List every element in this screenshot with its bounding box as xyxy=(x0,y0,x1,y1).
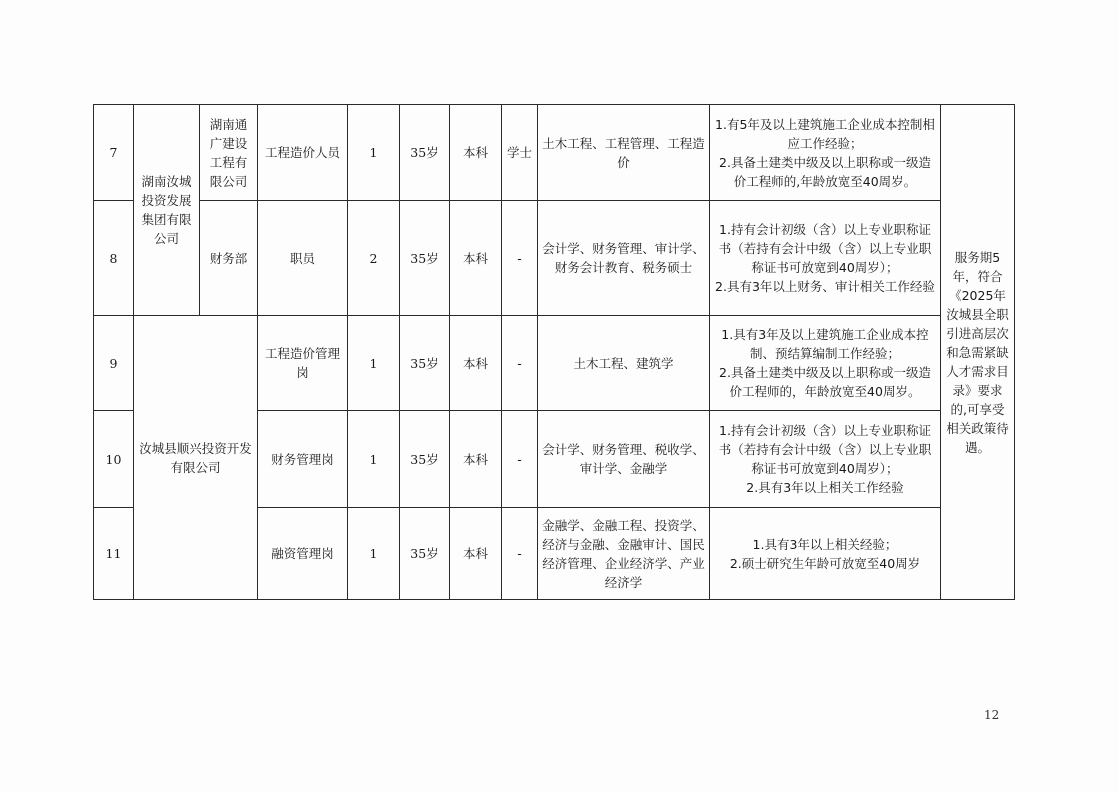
unit-cell: 汝城县顺兴投资开发有限公司 xyxy=(134,316,258,600)
position-cell: 融资管理岗 xyxy=(258,508,348,600)
major-cell: 会计学、财务管理、审计学、财务会计教育、税务硕士 xyxy=(538,201,710,316)
count-cell: 2 xyxy=(348,201,400,316)
age-cell: 35岁 xyxy=(400,201,450,316)
education-cell: 本科 xyxy=(450,105,502,201)
position-cell: 财务管理岗 xyxy=(258,411,348,508)
row-index: 8 xyxy=(94,201,134,316)
table-row xyxy=(94,201,1015,316)
age-cell: 35岁 xyxy=(400,105,450,201)
requirement-item: 2.具有3年以上相关工作经验 xyxy=(746,480,904,495)
count-cell: 1 xyxy=(348,316,400,411)
age-cell: 35岁 xyxy=(400,508,450,600)
requirements-cell xyxy=(710,411,941,508)
department-cell: 湖南通广建设工程有限公司 xyxy=(200,105,258,201)
table-row xyxy=(94,316,1015,411)
count-cell: 1 xyxy=(348,105,400,201)
degree-cell: - xyxy=(502,201,538,316)
position-cell: 职员 xyxy=(258,201,348,316)
major-cell: 金融学、金融工程、投资学、经济与金融、金融审计、国民经济管理、企业经济学、产业经济学 xyxy=(538,508,710,600)
row-index: 11 xyxy=(94,508,134,600)
requirement-item: 1.持有会计初级（含）以上专业职称证书（若持有会计中级（含）以上专业职称证书可放宽到40周岁）； xyxy=(718,423,932,476)
major-cell: 会计学、财务管理、税收学、审计学、金融学 xyxy=(538,411,710,508)
requirement-item: 1.具有3年及以上建筑施工企业成本控制、预结算编制工作经验； xyxy=(721,327,929,361)
degree-cell: - xyxy=(502,508,538,600)
major-cell: 土木工程、建筑学 xyxy=(538,316,710,411)
degree-cell: - xyxy=(502,316,538,411)
requirement-item: 1.具有3年以上相关经验； xyxy=(752,536,898,552)
count-cell: 1 xyxy=(348,508,400,600)
degree-cell: 学士 xyxy=(502,105,538,201)
degree-cell: - xyxy=(502,411,538,508)
row-index: 9 xyxy=(94,316,134,411)
row-index: 10 xyxy=(94,411,134,508)
requirements-cell xyxy=(710,316,941,411)
education-cell: 本科 xyxy=(450,411,502,508)
major-cell: 土木工程、工程管理、工程造价 xyxy=(538,105,710,201)
requirement-item: 2.硕士研究生年龄可放宽至40周岁 xyxy=(729,555,921,571)
recruitment-table xyxy=(93,104,1015,600)
remarks-cell: 服务期5年，符合《2025年汝城县全职引进高层次和急需紧缺人才需求目录》要求的,可享受相关政策待遇。 xyxy=(941,105,1015,600)
requirement-item: 2.具备土建类中级及以上职称或一级造价工程师的，年龄放宽至40周岁。 xyxy=(719,365,931,399)
page-number: 12 xyxy=(984,708,1000,722)
education-cell: 本科 xyxy=(450,508,502,600)
row-index: 7 xyxy=(94,105,134,201)
requirements-cell xyxy=(710,508,941,600)
position-cell: 工程造价人员 xyxy=(258,105,348,201)
table-row xyxy=(94,105,1015,201)
education-cell: 本科 xyxy=(450,201,502,316)
requirements-cell xyxy=(710,201,941,316)
unit-cell: 湖南汝城投资发展集团有限公司 xyxy=(134,105,200,316)
age-cell: 35岁 xyxy=(400,316,450,411)
age-cell: 35岁 xyxy=(400,411,450,508)
count-cell: 1 xyxy=(348,411,400,508)
position-cell: 工程造价管理岗 xyxy=(258,316,348,411)
education-cell: 本科 xyxy=(450,316,502,411)
department-cell: 财务部 xyxy=(200,201,258,316)
requirements-cell xyxy=(710,105,941,201)
requirement-item: 1.持有会计初级（含）以上专业职称证书（若持有会计中级（含）以上专业职称证书可放宽到40周岁）； xyxy=(718,222,932,275)
requirement-item: 2.具有3年以上财务、审计相关工作经验 xyxy=(715,279,935,294)
requirement-item: 1.有5年及以上建筑施工企业成本控制相应工作经验； xyxy=(715,116,935,151)
requirement-item: 2.具备土建类中级及以上职称或一级造价工程师的,年龄放宽至40周岁。 xyxy=(719,154,931,189)
